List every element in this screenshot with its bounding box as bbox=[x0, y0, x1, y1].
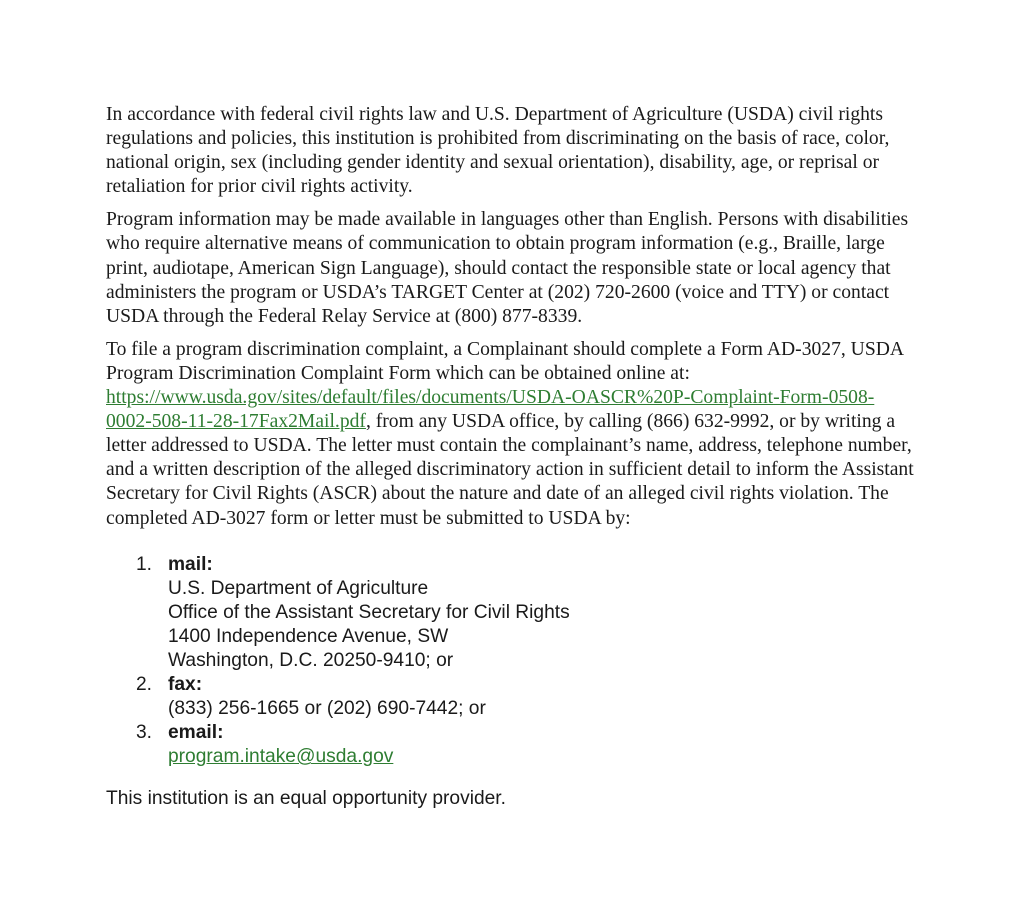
method-email bbox=[106, 721, 918, 769]
program-information-paragraph: Program information may be made available in languages other than English. Persons with disabilities who require alternative means of communication to obtain program information (e.g., Braille, large print, audiotape, American Sign Language), should contact the responsible state or local agency that administers the program or USDA’s TARGET Center at (202) 720-2600 (voice and TTY) or contact USDA through the Federal Relay Service at (800) 877-8339. bbox=[106, 209, 909, 327]
method-number: 1. bbox=[136, 553, 153, 575]
method-fax bbox=[106, 673, 918, 721]
method-label-fax: fax: bbox=[168, 674, 203, 696]
nondiscrimination-statement bbox=[106, 103, 918, 811]
method-number: 2. bbox=[136, 674, 153, 696]
method-label-mail: mail: bbox=[168, 553, 213, 575]
submission-methods-list bbox=[106, 553, 918, 770]
mail-address-line: U.S. Department of Agriculture bbox=[168, 577, 429, 599]
method-mail bbox=[106, 553, 918, 673]
mail-address-line: Washington, D.C. 20250-9410; or bbox=[168, 649, 454, 671]
mail-address-line: 1400 Independence Avenue, SW bbox=[168, 625, 449, 647]
complaint-text-details: , from any USDA office, by calling (866) 632-9992, or by writing a letter addressed to USDA. The letter must contain the complainant’s name, address, telephone number, and a written description of the alleged discriminatory action in sufficient detail to inform the Assistant Secretary for Civil Rights (ASCR) about the nature and date of an alleged civil rights violation. The completed AD-3027 form or letter must be submitted to USDA by: bbox=[106, 411, 914, 529]
complaint-form-link[interactable]: https://www.usda.gov/sites/default/files/documents/USDA-OASCR%20P-Complaint-Form-0508-0002-508-11-28-17Fax2Mail.pdf bbox=[106, 387, 875, 433]
method-number: 3. bbox=[136, 722, 153, 744]
email-link[interactable]: program.intake@usda.gov bbox=[168, 746, 394, 768]
equal-opportunity-statement: This institution is an equal opportunity provider. bbox=[106, 788, 506, 810]
complaint-paragraph bbox=[106, 338, 918, 531]
complaint-text-intro: To file a program discrimination complaint, a Complainant should complete a Form AD-3027, USDA Program Discrimination Complaint Form which can be obtained online at: bbox=[106, 338, 903, 384]
method-label-email: email: bbox=[168, 722, 224, 744]
fax-numbers: (833) 256-1665 or (202) 690-7442; or bbox=[168, 698, 486, 720]
civil-rights-paragraph: In accordance with federal civil rights law and U.S. Department of Agriculture (USDA) civil rights regulations and policies, this institution is prohibited from discriminating on the basis of race, color, national origin, sex (including gender identity and sexual orientation), disability, age, or reprisal or retaliation for prior civil rights activity. bbox=[106, 104, 890, 198]
mail-address-line: Office of the Assistant Secretary for Civil Rights bbox=[168, 601, 570, 623]
